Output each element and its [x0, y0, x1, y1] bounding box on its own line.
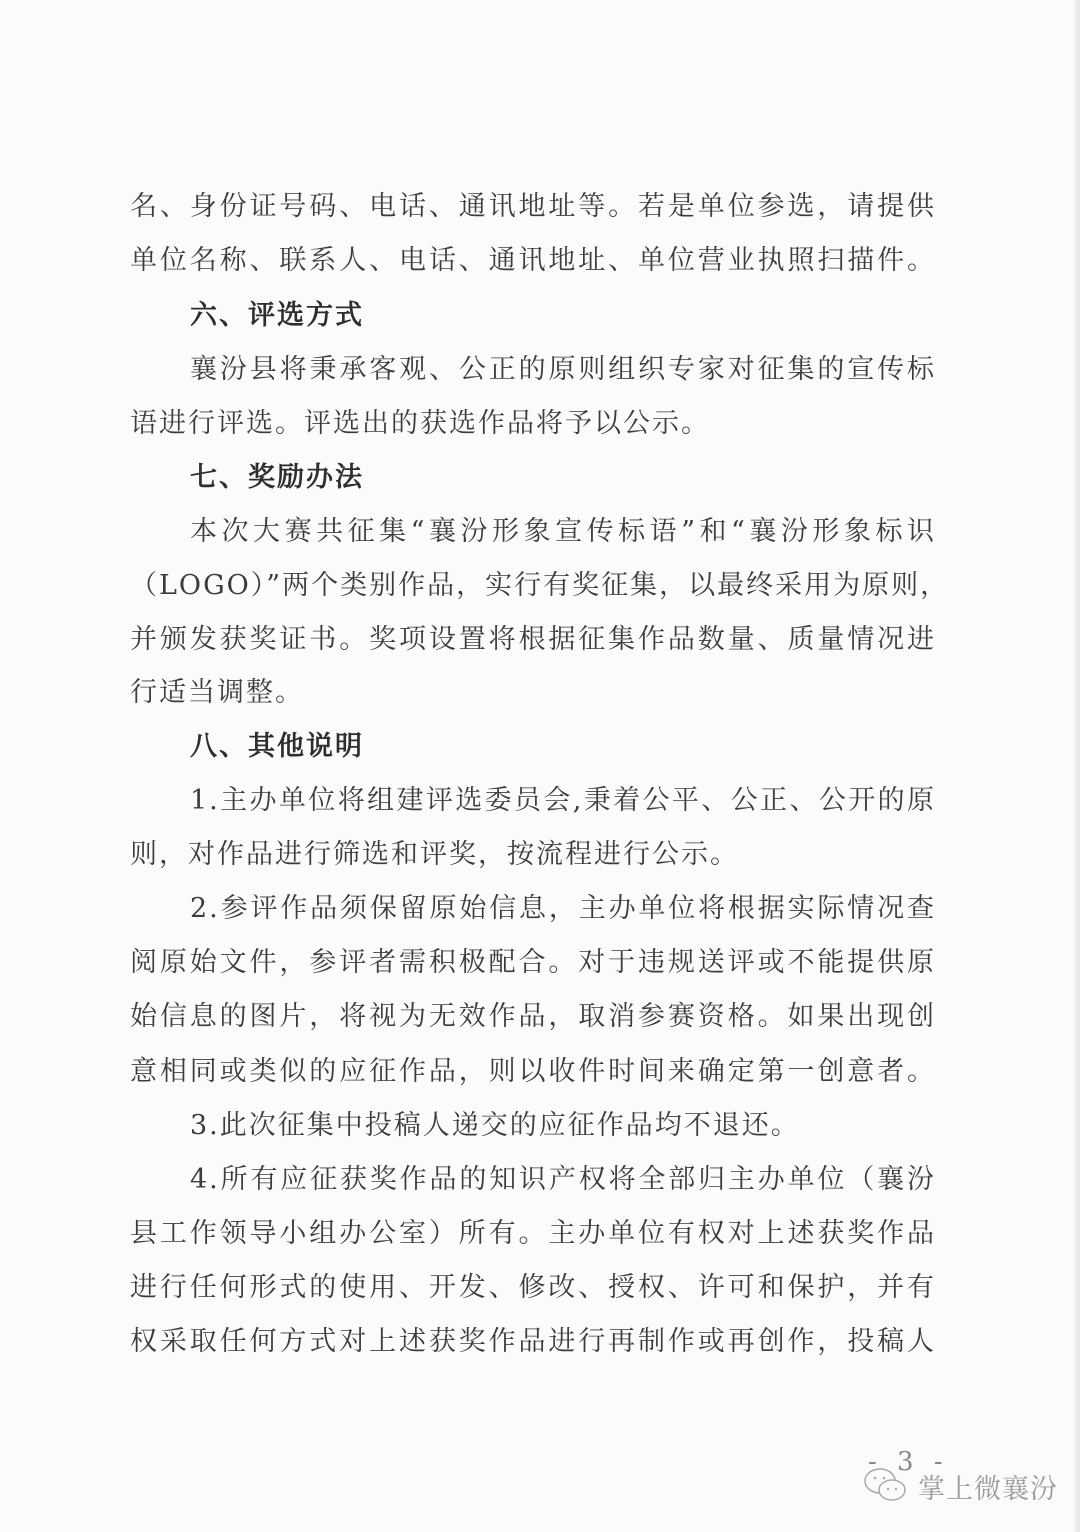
wechat-icon — [862, 1466, 910, 1506]
section-heading: 八、其他说明 — [190, 731, 364, 762]
page-edge — [1074, 0, 1080, 1532]
paragraph-line: 则，对作品进行筛选和评奖，按流程进行公示。 — [130, 839, 739, 870]
page-number: - 3 - — [868, 1447, 949, 1477]
paragraph-line: 阅原始文件，参评者需积极配合。对于违规送评或不能提供原 — [130, 947, 936, 978]
paragraph-line: 始信息的图片，将视为无效作品，取消参赛资格。如果出现创 — [130, 1001, 936, 1032]
watermark-text: 掌上微襄汾 — [918, 1473, 1058, 1505]
paragraph-line: 县工作领导小组办公室）所有。主办单位有权对上述获奖作品 — [130, 1218, 936, 1249]
paragraph-line: 进行任何形式的使用、开发、修改、授权、许可和保护，并有 — [130, 1272, 936, 1303]
paragraph-line: 4.所有应征获奖作品的知识产权将全部归主办单位（襄汾 — [190, 1164, 936, 1195]
paragraph-line: 1.主办单位将组建评选委员会,秉着公平、公正、公开的原 — [190, 785, 936, 816]
watermark — [862, 1466, 1058, 1506]
paragraph-line: 意相同或类似的应征作品，则以收件时间来确定第一创意者。 — [130, 1056, 936, 1087]
paragraph-line: 语进行评选。评选出的获选作品将予以公示。 — [130, 408, 710, 439]
paragraph-line: 权采取任何方式对上述获奖作品进行再制作或再创作，投稿人 — [130, 1326, 936, 1357]
paragraph-line: 单位名称、联系人、电话、通讯地址、单位营业执照扫描件。 — [130, 245, 936, 276]
paragraph-line: 行适当调整。 — [130, 677, 304, 708]
paragraph-line: 并颁发获奖证书。奖项设置将根据征集作品数量、质量情况进 — [130, 624, 936, 655]
paragraph-line: 本次大赛共征集“襄汾形象宣传标语”和“襄汾形象标识 — [190, 516, 936, 547]
paragraph-line: 襄汾县将秉承客观、公正的原则组织专家对征集的宣传标 — [190, 354, 936, 385]
paragraph-line: （LOGO）”两个类别作品，实行有奖征集，以最终采用为原则， — [130, 570, 950, 601]
paragraph-line: 3.此次征集中投稿人递交的应征作品均不退还。 — [190, 1110, 800, 1141]
paragraph-line: 2.参评作品须保留原始信息，主办单位将根据实际情况查 — [190, 893, 936, 924]
section-heading: 七、奖励办法 — [190, 462, 364, 493]
section-heading: 六、评选方式 — [190, 300, 364, 331]
paragraph-line: 名、身份证号码、电话、通讯地址等。若是单位参选，请提供 — [130, 191, 936, 222]
